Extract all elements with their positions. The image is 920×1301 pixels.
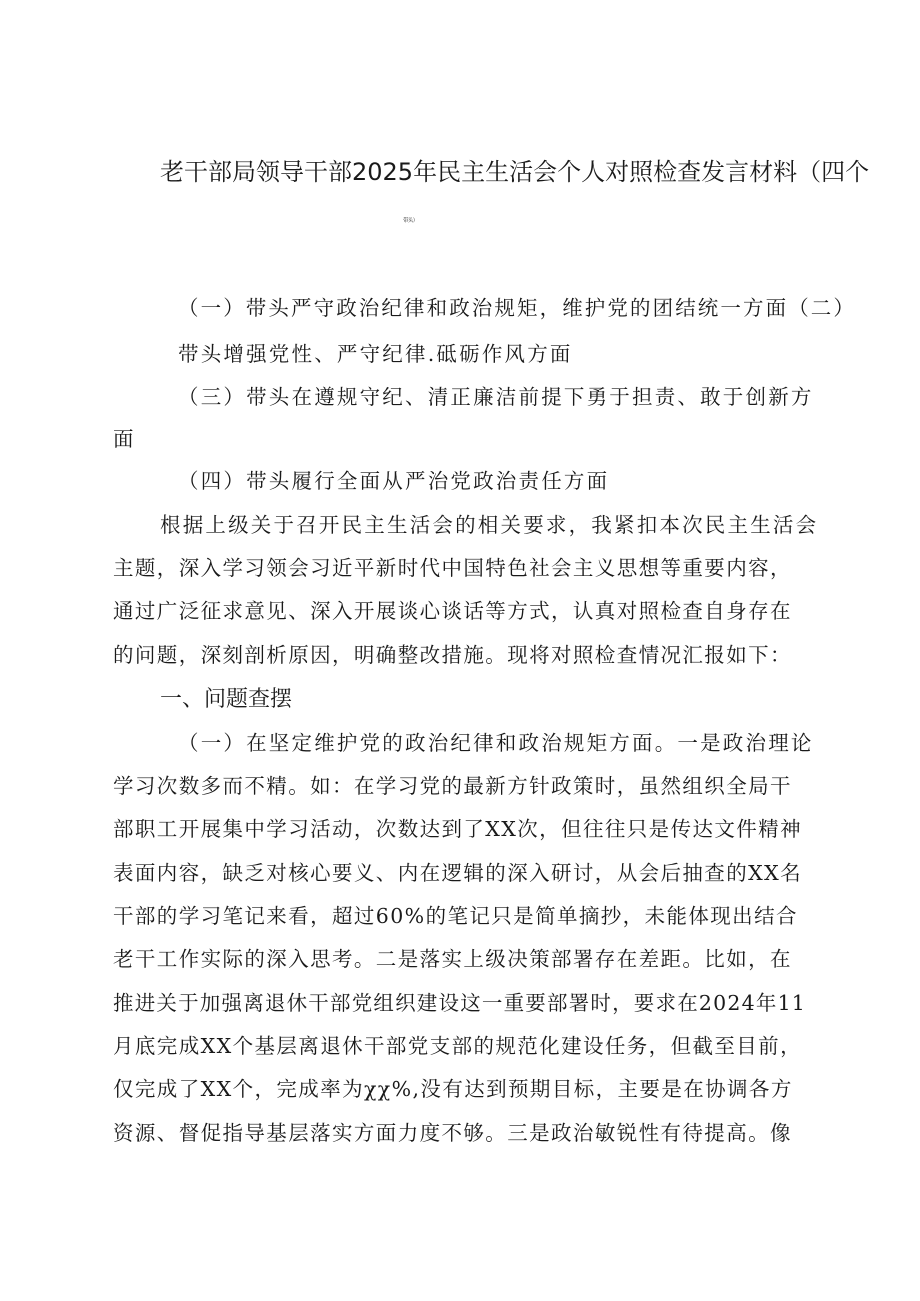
body-paragraph-line-9: 仅完成了XX个，完成率为χχ%,没有达到预期目标，主要是在协调各方 [113, 1077, 793, 1101]
intro-paragraph-line-2: 主题，深入学习领会习近平新时代中国特色社会主义思想等重要内容， [113, 556, 792, 580]
body-paragraph-line-4: 表面内容，缺乏对核心要义、内在逻辑的深入研讨，从会后抽查的XX名 [113, 861, 802, 885]
body-paragraph-line-5: 干部的学习笔记来看，超过60%的笔记只是简单摘抄，未能体现出结合 [113, 904, 798, 928]
toc-item-4: （四）带头履行全面从严治党政治责任方面 [178, 469, 610, 493]
body-paragraph-line-10: 资源、督促指导基层落实方面力度不够。三是政治敏锐性有待提高。像 [113, 1121, 792, 1145]
body-paragraph-line-8: 月底完成XX个基层离退休干部党支部的规范化建设任务，但截至目前， [113, 1034, 802, 1058]
document-title-line-2: 带头） [403, 218, 418, 224]
body-paragraph-line-3: 部职工开展集中学习活动，次数达到了XX次，但往往只是传达文件精神 [113, 817, 802, 841]
intro-paragraph-line-3: 通过广泛征求意见、深入开展谈心谈话等方式，认真对照检查自身存在 [113, 599, 792, 623]
document-title-line-1: 老干部局领导干部2025年民主生活会个人对照检查发言材料（四个 [160, 158, 870, 186]
section-heading: 一、问题查摆 [160, 687, 293, 712]
toc-item-2: 带头增强党性、严守纪律.砥砺作风方面 [178, 342, 573, 366]
body-paragraph-line-6: 老干工作实际的深入思考。二是落实上级决策部署存在差距。比如，在 [113, 947, 792, 971]
intro-paragraph-line-1: 根据上级关于召开民主生活会的相关要求，我紧扣本次民主生活会 [160, 513, 819, 537]
toc-item-3: （三）带头在遵规守纪、清正廉洁前提下勇于担责、敢于创新方 [178, 385, 814, 409]
intro-paragraph-line-4: 的问题，深刻剖析原因，明确整改措施。现将对照检查情况汇报如下： [113, 643, 792, 667]
toc-item-1: （一）带头严守政治纪律和政治规矩，维护党的团结统一方面（二） [178, 296, 856, 320]
body-paragraph-line-7: 推进关于加强离退休干部党组织建设这一重要部署时，要求在2024年11 [113, 991, 807, 1015]
toc-item-3-cont: 面 [113, 427, 136, 451]
body-paragraph-line-2: 学习次数多而不精。如：在学习党的最新方针政策时，虽然组织全局干 [113, 774, 792, 798]
body-paragraph-line-1: （一）在坚定维护党的政治纪律和政治规矩方面。一是政治理论 [178, 731, 814, 755]
